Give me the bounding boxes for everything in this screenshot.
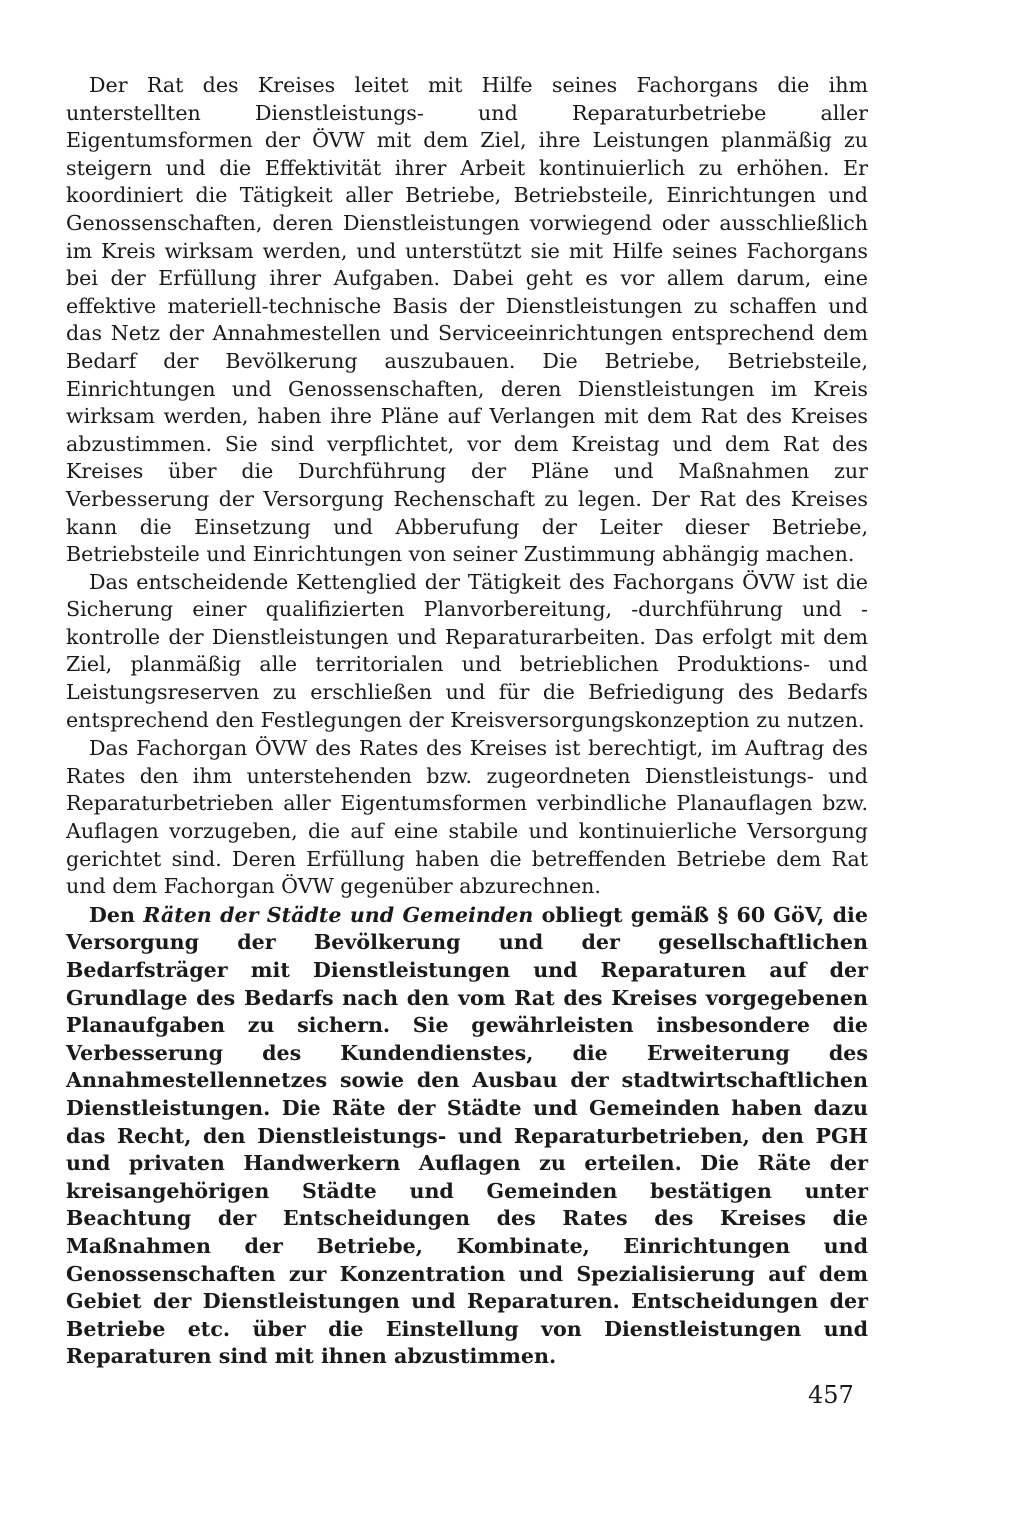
body-text <box>66 72 868 1371</box>
paragraph-4-rest: obliegt gemäß § 60 GöV, die Versorgung der Bevölkerung und der gesellschaftlichen Bedarfsträger mit Dienstleistungen und Reparaturen auf der Grundlage des Bedarfs nach den vom Rat des Kreises vorgegebenen Planaufgaben zu sichern. Sie gewährleisten insbesondere die Verbesserung des Kundendienstes, die Erweiterung des Annahmestellennetzes sowie den Ausbau der stadtwirtschaftlichen Dienstleistungen. Die Räte der Städte und Gemeinden haben dazu das Recht, den Dienstleistungs- und Reparaturbetrieben, den PGH und privaten Handwerkern Auflagen zu erteilen. Die Räte der kreisangehörigen Städte und Gemeinden bestätigen unter Beachtung der Entscheidungen des Rates des Kreises die Maßnahmen der Betriebe, Kombinate, Einrichtungen und Genossenschaften zur Konzentration und Spezialisierung auf dem Gebiet der Dienstleistungen und Reparaturen. Entscheidungen der Betriebe etc. über die Einstellung von Dienstleistungen und Reparaturen sind mit ihnen abzustimmen. <box>66 902 868 1369</box>
page-number: 457 <box>808 1381 854 1409</box>
paragraph-4-emphasis: Räten der Städte und Gemeinden <box>143 902 534 927</box>
paragraph-4 <box>66 902 868 1371</box>
paragraph-3: Das Fachorgan ÖVW des Rates des Kreises ist berechtigt, im Auftrag des Rates den ihm unterstehenden bzw. zugeordneten Dienstleistungs- und Reparaturbetrieben aller Eigentumsformen verbindliche Planauflagen bzw. Auflagen vorzugeben, die auf eine stabile und kontinuierliche Versorgung gerichtet sind. Deren Erfüllung haben die betreffenden Betriebe dem Rat und dem Fachorgan ÖVW gegenüber abzurechnen. <box>66 736 868 899</box>
paragraph-1: Der Rat des Kreises leitet mit Hilfe seines Fachorgans die ihm unterstellten Dienstleistungs- und Reparaturbetriebe aller Eigentumsformen der ÖVW mit dem Ziel, ihre Leistungen planmäßig zu steigern und die Effektivität ihrer Arbeit kontinuierlich zu erhöhen. Er koordiniert die Tätigkeit aller Betriebe, Betriebsteile, Einrichtungen und Genossenschaften, deren Dienstleistungen vorwiegend oder ausschließlich im Kreis wirksam werden, und unterstützt sie mit Hilfe seines Fachorgans bei der Erfüllung ihrer Aufgaben. Dabei geht es vor allem darum, eine effektive materiell-technische Basis der Dienstleistungen zu schaffen und das Netz der Annahmestellen und Serviceeinrichtungen entsprechend dem Bedarf der Bevölkerung auszubauen. Die Betriebe, Betriebsteile, Einrichtungen und Genossenschaften, deren Dienstleistungen im Kreis wirksam werden, haben ihre Pläne auf Verlangen mit dem Rat des Kreises abzustimmen. Sie sind verpflichtet, vor dem Kreistag und dem Rat des Kreises über die Durchführung der Pläne und Maßnahmen zur Verbesserung der Versorgung Rechenschaft zu legen. Der Rat des Kreises kann die Einsetzung und Abberufung der Leiter dieser Betriebe, Betriebsteile und Einrichtungen von seiner Zustimmung abhängig machen. <box>66 73 868 567</box>
paragraph-2: Das entscheidende Kettenglied der Tätigkeit des Fachorgans ÖVW ist die Sicherung einer qualifizierten Planvorbereitung, -durchführung und -kontrolle der Dienstleistungen und Reparaturarbeiten. Das erfolgt mit dem Ziel, planmäßig alle territorialen und betrieblichen Produktions- und Leistungsreserven zu erschließen und für die Befriedigung des Bedarfs entsprechend den Festlegungen der Kreisversorgungskonzeption zu nutzen. <box>66 569 868 732</box>
paragraph-4-lead: Den <box>89 902 144 927</box>
